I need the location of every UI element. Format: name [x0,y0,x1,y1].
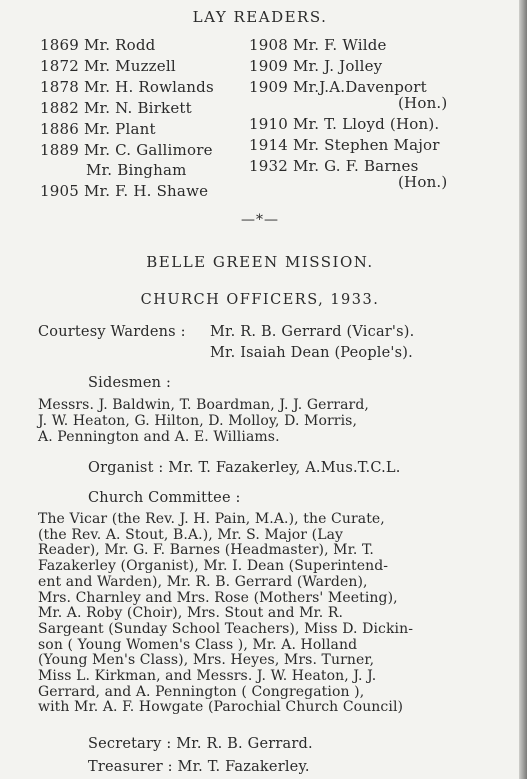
lay-reader-entry: 1909 Mr. J. Jolley [249,57,383,75]
sidesmen-label: Sidesmen : [88,375,172,391]
lay-reader-entry: 1910 Mr. T. Lloyd (Hon). [249,115,440,133]
committee-line: Reader), Mr. G. F. Barnes (Headmaster), Mr. T. [38,542,374,559]
vicars-warden: Mr. R. B. Gerrard (Vicar's). [210,324,415,340]
lay-reader-entry: 1878 Mr. H. Rowlands [40,78,214,96]
lay-reader-entry: 1882 Mr. N. Birkett [40,99,192,117]
sidesmen-line: Messrs. J. Baldwin, T. Boardman, J. J. Gerrard, [38,397,369,413]
organist-line: Organist : Mr. T. Fazakerley, A.Mus.T.C.L. [88,460,401,476]
committee-line: The Vicar (the Rev. J. H. Pain, M.A.), the Curate, [38,511,385,527]
committee-line: son ( Young Women's Class ), Mr. A. Holland [38,636,358,653]
lay-reader-entry: 1908 Mr. F. Wilde [249,36,387,54]
committee-list [38,512,452,716]
lay-reader-entry: 1886 Mr. Plant [40,120,156,138]
secretary-line: Secretary : Mr. R. B. Gerrard. [88,736,313,752]
committee-line: Mr. A. Roby (Choir), Mrs. Stout and Mr. R. [38,605,344,622]
lay-readers-title: LAY READERS. [192,8,328,26]
committee-line: Mrs. Charnley and Mrs. Rose (Mothers' Meeting), [38,589,398,606]
committee-label: Church Committee : [88,490,241,506]
lay-reader-hon-note: (Hon.) [398,94,448,112]
lay-reader-entry: 1909 Mr.J.A.Davenport [249,78,427,96]
sidesmen-list [38,397,452,445]
lay-reader-entry: 1869 Mr. Rodd [40,36,156,54]
mission-title: BELLE GREEN MISSION. [146,253,374,271]
wardens-label: Courtesy Wardens : [38,324,186,340]
committee-line: (the Rev. A. Stout, B.A.), Mr. S. Major (Lay [38,526,344,543]
section-divider: —*— [241,212,279,228]
lay-reader-entry: 1914 Mr. Stephen Major [249,136,440,154]
committee-line: Gerrard, and A. Pennington ( Congregation ), [38,683,365,700]
committee-line: Fazakerley (Organist), Mr. I. Dean (Superintend- [38,558,389,575]
lay-reader-entry: 1905 Mr. F. H. Shawe [40,182,209,200]
committee-line: ent and Warden), Mr. R. B. Gerrard (Warden), [38,573,368,590]
page-edge-shadow [519,0,527,779]
lay-reader-entry: 1889 Mr. C. Gallimore [40,141,213,159]
peoples-warden: Mr. Isaiah Dean (People's). [210,345,413,361]
treasurer-line: Treasurer : Mr. T. Fazakerley. [88,759,310,775]
committee-line: Sargeant (Sunday School Teachers), Miss D. Dickin- [38,620,414,637]
lay-reader-entry: 1872 Mr. Muzzell [40,57,176,75]
lay-reader-entry: Mr. Bingham [86,161,187,179]
committee-line: Miss L. Kirkman, and Messrs. J. W. Heaton, J. J. [38,668,377,685]
church-officers-heading: CHURCH OFFICERS, 1933. [140,292,380,308]
lay-reader-entry: 1932 Mr. G. F. Barnes [249,157,419,175]
lay-reader-hon-note: (Hon.) [398,173,448,191]
sidesmen-line: J. W. Heaton, G. Hilton, D. Molloy, D. Morris, [38,413,358,429]
sidesmen-line: A. Pennington and A. E. Williams. [38,429,280,445]
committee-line: (Young Men's Class), Mrs. Heyes, Mrs. Turner, [38,652,375,669]
committee-line: with Mr. A. F. Howgate (Parochial Church Council) [38,699,404,716]
